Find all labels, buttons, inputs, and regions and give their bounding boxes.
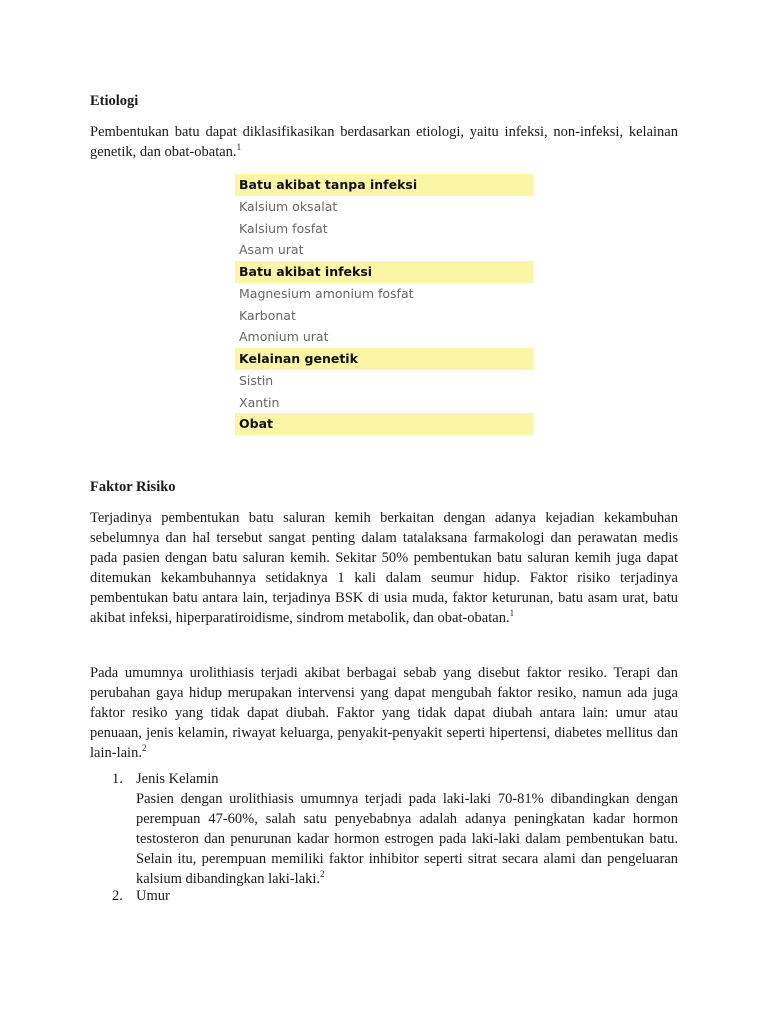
list-item-number: 2.	[112, 888, 123, 904]
list-item-title: Jenis Kelamin	[136, 771, 219, 787]
list-item-title: Umur	[136, 888, 170, 904]
table-row: Kalsium fosfat	[239, 220, 328, 236]
table-row-header: Batu akibat tanpa infeksi	[235, 174, 533, 196]
faktor-ref-2: 2	[141, 743, 147, 753]
faktor-ref-1: 1	[509, 608, 515, 618]
list-item-body	[136, 789, 678, 889]
table-row: Asam urat	[239, 242, 304, 258]
etiologi-ref: 1	[236, 142, 242, 152]
table-row: Magnesium amonium fosfat	[239, 285, 414, 301]
faktor-paragraph-1-text: Terjadinya pembentukan batu saluran kemih berkaitan dengan adanya kejadian kekambuhan sebelumnya dan hal tersebut sangat penting dalam tatalaksana farmakologi dan perawatan medis pada pasien dengan batu saluran kemih. Sekitar 50% pembentukan batu saluran kemih juga dapat ditemukan kekambuhannya setidaknya 1 kali dalam seumur hidup. Faktor risiko terjadinya pembentukan batu antara lain, terjadinya BSK di usia muda, faktor keturunan, batu asam urat, batu akibat infeksi, hiperparatiroidisme, sindrom metabolik, dan obat-obatan.	[90, 510, 678, 626]
table-row: Xantin	[239, 394, 280, 410]
faktor-paragraph-2-text: Pada umumnya urolithiasis terjadi akibat berbagai sebab yang disebut faktor resiko. Terapi dan perubahan gaya hidup merupakan intervensi yang dapat mengubah faktor resiko, namun ada juga faktor resiko yang tidak dapat diubah. Faktor yang tidak dapat diubah antara lain: umur atau penuaan, jenis kelamin, riwayat keluarga, penyakit-penyakit seperti hipertensi, diabetes mellitus dan lain-lain.	[90, 665, 678, 761]
list-item-number: 1.	[112, 771, 123, 787]
table-row-header: Batu akibat infeksi	[235, 261, 533, 283]
table-row: Amonium urat	[239, 329, 329, 345]
faktor-risiko-heading: Faktor Risiko	[90, 479, 176, 495]
table-row: Karbonat	[239, 307, 296, 323]
list-item-ref: 2	[320, 869, 325, 879]
table-row-header: Kelainan genetik	[235, 348, 533, 370]
etiologi-heading: Etiologi	[90, 93, 139, 109]
etiologi-paragraph	[90, 122, 678, 162]
faktor-paragraph-2	[90, 663, 678, 763]
etiology-table	[235, 174, 533, 435]
etiologi-paragraph-text: Pembentukan batu dapat diklasifikasikan berdasarkan etiologi, yaitu infeksi, non-infeksi, kelainan genetik, dan obat-obatan.	[90, 124, 678, 160]
faktor-paragraph-1	[90, 508, 678, 628]
list-item-body-text: Pasien dengan urolithiasis umumnya terjadi pada laki-laki 70-81% dibandingkan dengan perempuan 47-60%, salah satu penyebabnya adalah adanya peningkatan kadar hormon testosteron dan penurunan kadar hormon estrogen pada laki-laki dalam pembentukan batu. Selain itu, perempuan memiliki faktor inhibitor seperti sitrat secara alami dan pengeluaran kalsium dibandingkan laki-laki.	[136, 791, 678, 887]
table-row: Sistin	[239, 372, 274, 388]
table-row-header: Obat	[235, 413, 533, 435]
table-row: Kalsium oksalat	[239, 198, 338, 214]
